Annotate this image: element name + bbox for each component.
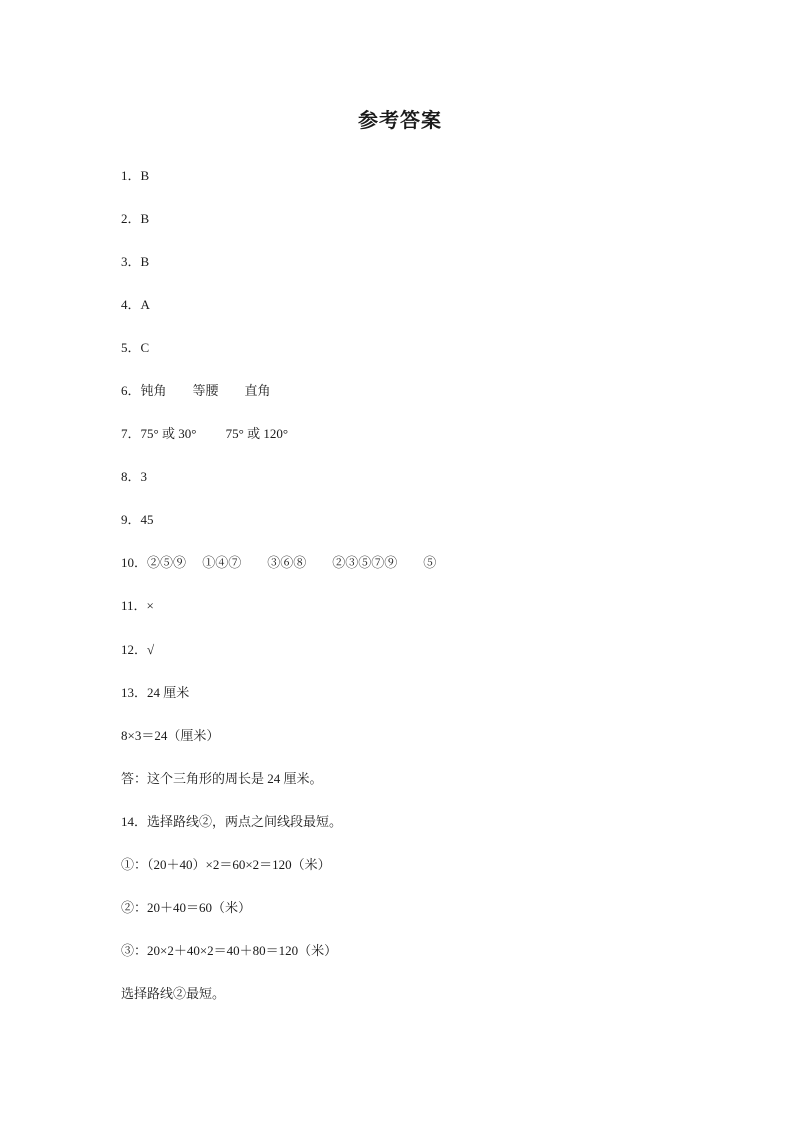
answer-line-1: 1．B — [121, 167, 150, 183]
answer-line-11: 11．× — [121, 598, 154, 614]
answer-14-route-1: ①：（20＋40）×2＝60×2＝120（米） — [121, 857, 331, 872]
answer-list — [121, 154, 721, 1016]
answer-line-3: 3．B — [121, 253, 150, 269]
answer-13-conclusion: 答：这个三角形的周长是 24 厘米。 — [121, 770, 323, 786]
answer-line-6: 6．钝角 等腰 直角 — [121, 382, 271, 398]
answer-line-8: 8．3 — [121, 469, 148, 485]
page-title: 参考答案 — [358, 108, 442, 132]
answer-line-2: 2．B — [121, 210, 150, 226]
answer-line-10: 10．②⑤⑨ ①④⑦ ③⑥⑧ ②③⑤⑦⑨ ⑤ — [121, 555, 437, 571]
answer-line-9: 9．45 — [121, 512, 154, 528]
answer-line-4: 4．A — [121, 296, 150, 312]
answer-14-route-2: ②：20＋40＝60（米） — [121, 900, 252, 916]
answer-line-14: 14．选择路线②，两点之间线段最短。 — [121, 813, 343, 829]
answer-14-conclusion: 选择路线②最短。 — [121, 986, 226, 1002]
answer-line-7: 7．75° 或 30° 75° 或 120° — [121, 426, 289, 442]
answer-line-13: 13．24 厘米 — [121, 684, 190, 700]
answer-line-5: 5．C — [121, 339, 150, 355]
answer-line-12: 12．√ — [121, 641, 155, 657]
answer-13-working: 8×3＝24（厘米） — [121, 727, 220, 743]
answer-14-route-3: ③：20×2＋40×2＝40＋80＝120（米） — [121, 943, 338, 959]
